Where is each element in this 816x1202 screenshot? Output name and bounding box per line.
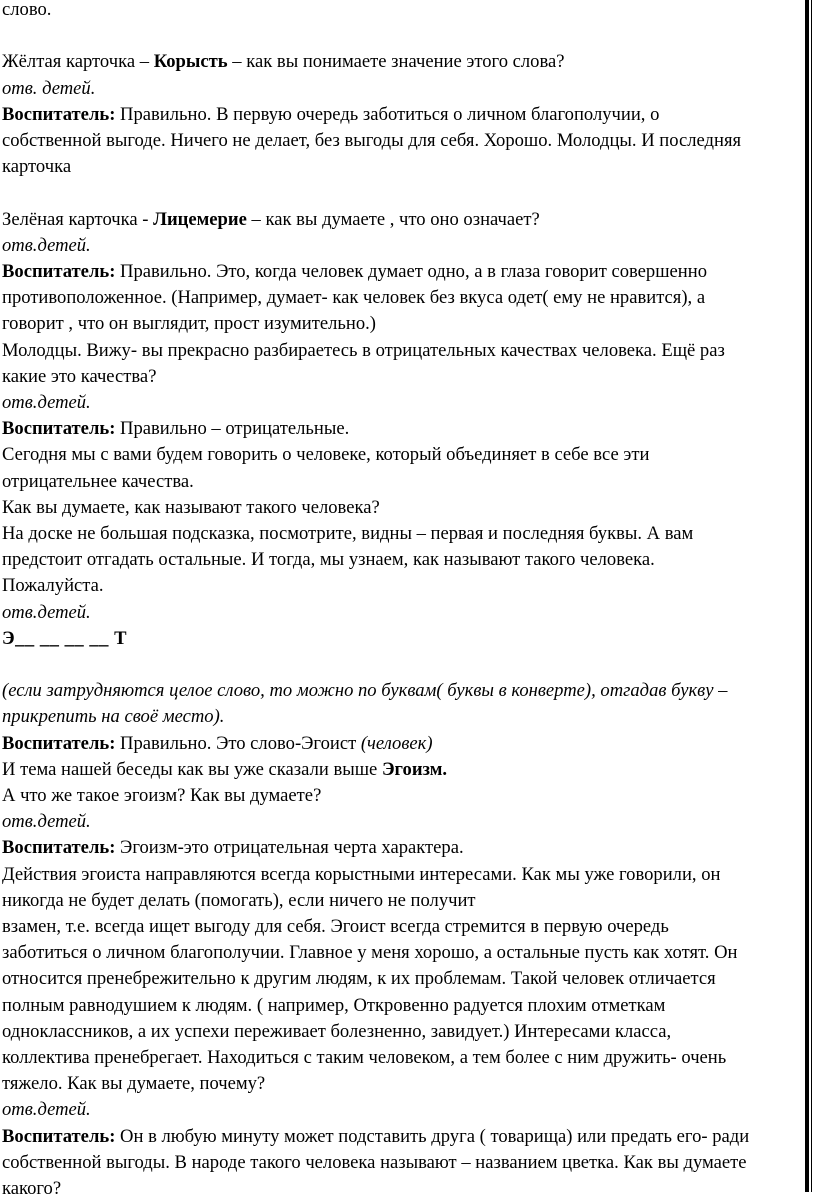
text-line: тяжело. Как вы думаете, почему? [2,1073,266,1095]
text-line [2,731,810,757]
speaker-label: Воспитатель: [2,732,116,754]
term-licemerie: Лицемерие [153,208,247,230]
children-answer: отв.детей. [2,601,91,623]
text-line: А что же такое эгоизм? Как вы думаете? [2,785,322,807]
text-span: Правильно. Это, когда человек думает одно, а в глаза говорит совершенно [115,261,708,282]
text-span: И тема нашей беседы как вы уже сказали выше [2,758,382,780]
speaker-label: Воспитатель: [2,837,116,859]
text-line: Действия эгоиста направляются всегда корыстными интересами. Как мы уже говорили, он [2,863,721,885]
term-korist: Корысть [153,51,228,73]
children-answer: отв.детей. [2,811,91,833]
topic-title: Эгоизм. [381,758,448,780]
text-line [2,416,810,442]
text-line [2,207,810,233]
text-line: предстоит отгадать остальные. И тогда, мы узнаем, как называют такого человека. [2,549,655,571]
text-line: никогда не будет делать (помогать), если ничего не получит [2,889,476,911]
text-span: – как вы понимаете значение этого слова? [227,51,565,73]
text-line: Пожалуйста. [2,575,104,597]
text-line: говорит , что он выглядит, прост изумительно.) [2,313,376,335]
teacher-note: прикрепить на своё место). [2,706,225,728]
speaker-label: Воспитатель: [2,103,116,125]
text-line: карточка [2,156,72,178]
text-span: Правильно – отрицательные. [115,418,350,440]
text-span: Правильно. В первую очередь заботиться о личном благополучии, о [115,103,660,125]
text-line: заботиться о личном благополучии. Главное у меня хорошо, а остальные пусть как хотят. Он [2,942,738,964]
text-line: относится пренебрежительно к другим людям, к их проблемам. Такой человек отличается [2,968,716,990]
text-line: На доске не большая подсказка, посмотрите, видны – первая и последняя буквы. А вам [2,523,694,545]
children-answer: отв.детей. [2,1099,91,1121]
children-answer: отв.детей. [2,234,91,256]
text-line: слово. [2,0,52,20]
text-line: одноклассников, а их успехи переживает болезненно, завидует.) Интересами класса, [2,1020,672,1042]
text-line: Сегодня мы с вами будем говорить о человеке, который объединяет в себе все эти [2,444,650,466]
text-line [2,757,810,783]
children-answer: отв.детей. [2,392,91,414]
text-line: взамен, т.е. всегда ищет выгоду для себя. Эгоист всегда стремится в первую очередь [2,916,669,938]
speaker-label: Воспитатель: [2,418,116,440]
text-line: противоположенное. (Например, думает- как человек без вкуса одет( ему не нравится), а [2,287,706,309]
text-span: Зелёная карточка - [2,208,154,230]
text-line: отрицательнее качества. [2,470,194,492]
word-puzzle: Э__ __ __ __ Т [2,627,127,649]
text-line: собственной выгоде. Ничего не делает, без выгоды для себя. Хорошо. Молодцы. И последняя [2,130,742,151]
speaker-label: Воспитатель: [2,1125,116,1147]
text-span: – как вы думаете , что оно означает? [246,208,540,230]
page-border-right-inner [811,0,812,1192]
text-line [2,259,810,285]
speaker-label: Воспитатель: [2,261,116,282]
text-line: какие это качества? [2,365,157,387]
text-line: собственной выгоды. В народе такого человека называют – названием цветка. Как вы думаете [2,1151,747,1173]
teacher-note: (если затрудняются целое слово, то можно по буквам( буквы в конверте), отгадав букву – [2,680,728,702]
text-span: Он в любую минуту может подставить друга ( товарища) или предать его- ради [115,1125,750,1147]
children-answer: отв. детей. [2,77,96,99]
text-line [2,1124,810,1150]
text-span: Жёлтая карточка – [2,51,154,73]
text-line: Как вы думаете, как называют такого человека? [2,496,380,518]
text-span: Правильно. Это слово-Эгоист [115,732,361,754]
text-line: полным равнодушием к людям. ( например, Откровенно радуется плохим отметкам [2,994,666,1016]
text-line [2,102,810,128]
text-span: Эгоизм-это отрицательная черта характера. [115,837,464,859]
text-line [2,49,810,75]
document-body [2,0,810,1202]
text-line: коллектива пренебрегает. Находиться с таким человеком, а тем более с ним дружить- очень [2,1047,727,1069]
text-span-italic: (человек) [360,732,433,754]
text-line: какого? [2,1178,62,1200]
text-line [2,835,810,861]
text-line: Молодцы. Вижу- вы прекрасно разбираетесь в отрицательных качествах человека. Ещё раз [2,339,725,361]
